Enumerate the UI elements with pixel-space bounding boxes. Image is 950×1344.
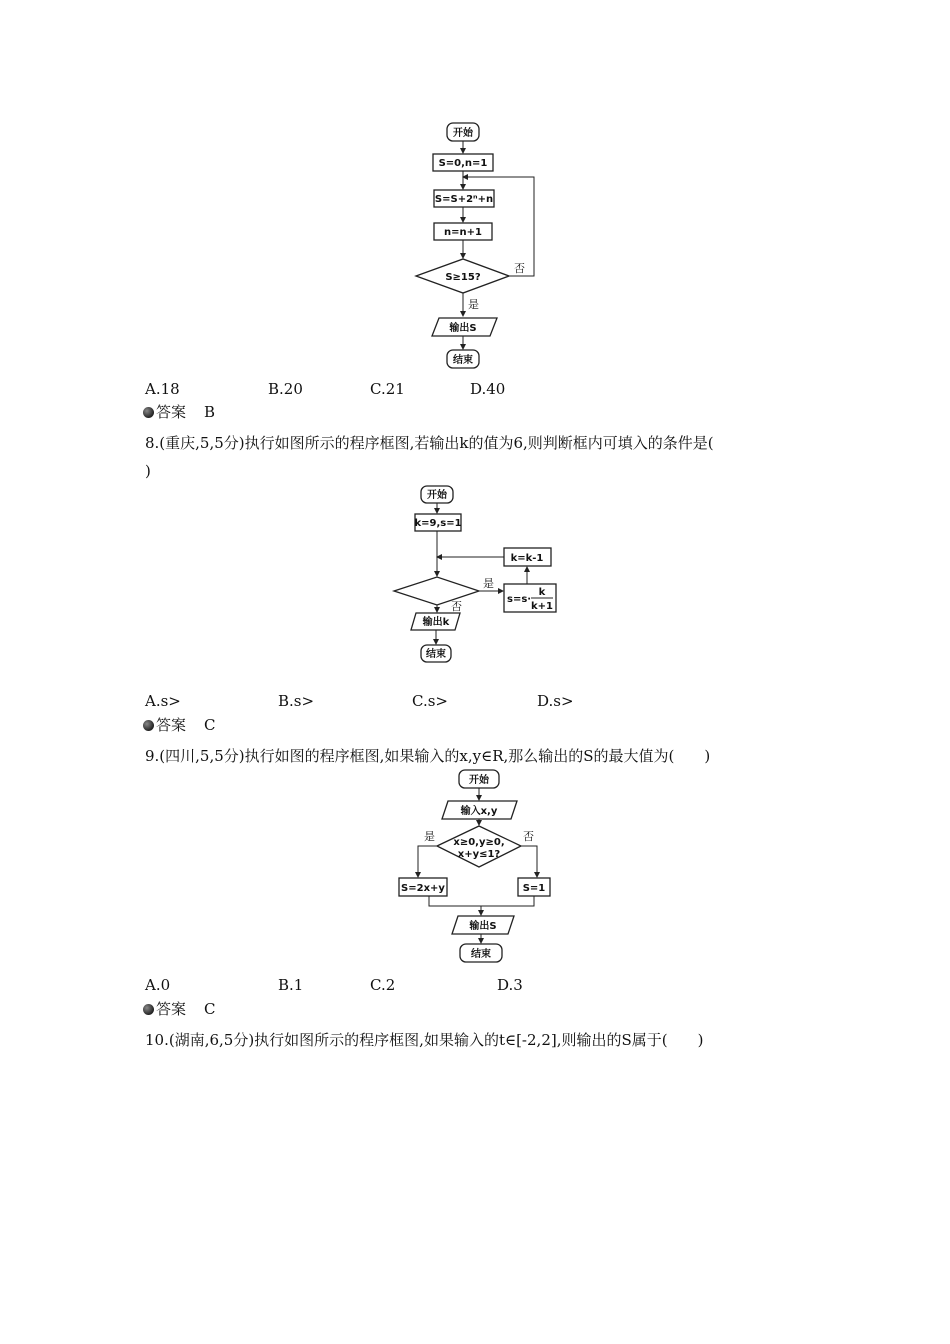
q9-option-d: D.3: [497, 976, 523, 994]
q9-option-c: C.2: [370, 976, 396, 994]
condition-line2: x+y≤1?: [457, 849, 501, 860]
q8-stem-line1: 8.(重庆,5,5分)执行如图所示的程序框图,若输出k的值为6,则判断框内可填入的条件是(: [145, 434, 714, 452]
answer-value: C: [204, 716, 216, 734]
q9-answer: [143, 1000, 216, 1018]
init-text: S=0,n=1: [438, 158, 488, 169]
start-text: 开始: [427, 490, 447, 501]
answer-label: 答案: [156, 716, 187, 734]
q8-option-b: B.s>: [278, 692, 315, 710]
end-text: 结束: [453, 355, 473, 366]
answer-value: B: [204, 403, 216, 421]
update-s-text: S=S+2ⁿ+n: [434, 194, 494, 205]
yes-label: 是: [468, 298, 479, 311]
yes-label: 是: [483, 577, 494, 590]
answer-label: 答案: [156, 1000, 187, 1018]
yes-box-text: S=2x+y: [401, 883, 445, 894]
answer-label: 答案: [156, 403, 187, 421]
q8-option-a: A.s>: [145, 692, 181, 710]
q7-option-c: C.21: [370, 380, 405, 398]
end-text: 结束: [426, 649, 446, 660]
no-label: 否: [451, 600, 462, 613]
q10-stem: 10.(湖南,6,5分)执行如图所示的程序框图,如果输入的t∈[-2,2],则输出的S属于( ): [145, 1031, 704, 1049]
end-text: 结束: [471, 949, 491, 960]
init-text: k=9,s=1: [414, 518, 462, 529]
no-box-text: S=1: [522, 883, 546, 894]
q9-option-b: B.1: [278, 976, 304, 994]
q8-option-c: C.s>: [412, 692, 448, 710]
fraction-denominator: k+1: [531, 601, 553, 612]
answer-value: C: [204, 1000, 216, 1018]
q7-option-b: B.20: [268, 380, 303, 398]
update-n-text: n=n+1: [444, 227, 482, 238]
yes-label: 是: [424, 830, 435, 843]
q8-stem-line2: ): [145, 462, 151, 480]
fraction-numerator: k: [538, 587, 546, 598]
q9-stem: 9.(四川,5,5分)执行如图的程序框图,如果输入的x,y∈R,那么输出的S的最大值为( ): [145, 747, 711, 765]
q7-option-d: D.40: [470, 380, 506, 398]
output-text: 输出S: [469, 921, 497, 932]
condition-line1: x≥0,y≥0,: [453, 837, 505, 848]
no-label: 否: [523, 830, 534, 843]
output-text: 输出k: [422, 617, 450, 628]
update-prefix-text: s=s·: [507, 594, 532, 605]
start-text: 开始: [453, 128, 473, 139]
condition-text: S≥15?: [445, 272, 481, 283]
no-label: 否: [514, 262, 525, 275]
q7-option-a: A.18: [145, 380, 180, 398]
q9-option-a: A.0: [145, 976, 171, 994]
q8-option-d: D.s>: [537, 692, 574, 710]
start-text: 开始: [469, 775, 489, 786]
answer-bullet-icon: [143, 1004, 154, 1015]
output-text: 输出S: [449, 323, 477, 334]
input-text: 输入x,y: [460, 806, 498, 817]
decrement-text: k=k-1: [510, 553, 544, 564]
